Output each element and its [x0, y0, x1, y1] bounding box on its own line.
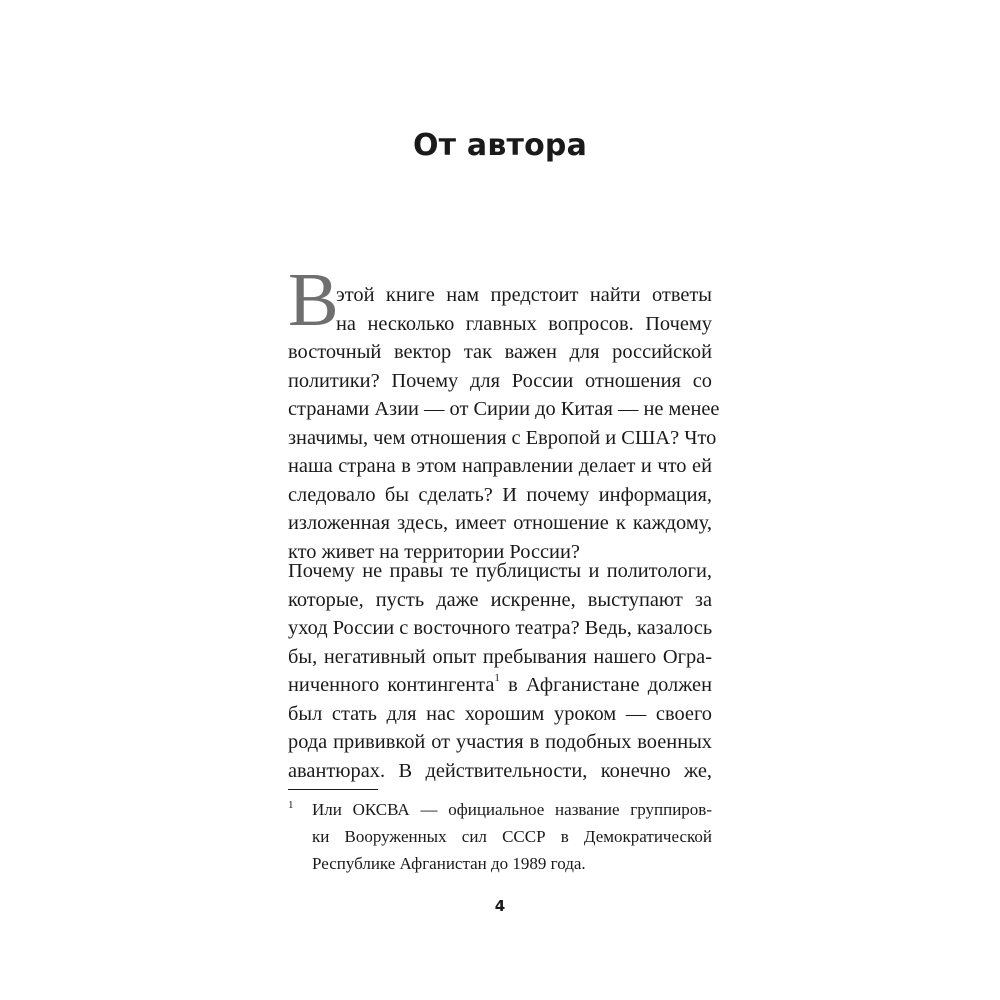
footnote-line: Республике Афганистан до 1989 года. — [312, 854, 586, 873]
paragraph-second — [288, 557, 712, 785]
footnote-reference[interactable]: 1 — [494, 672, 500, 684]
text-line: на несколько главных вопросов. Почему — [336, 312, 712, 335]
footnote-line: ки Вооруженных сил СССР в Демократической — [312, 827, 712, 846]
text-line: бы, негативный опыт пребывания нашего Огра- — [288, 645, 712, 668]
text-line: странами Азии — от Сирии до Китая — не менее — [288, 398, 720, 420]
drop-cap: В — [288, 258, 339, 342]
footnote-divider — [288, 789, 378, 790]
text-line: наша страна в этом направлении делает и что ей — [288, 455, 712, 477]
text-line: авантюрах. В действительности, конечно же, — [288, 759, 712, 782]
text-line: следовало бы сделать? И почему информация, — [288, 483, 712, 506]
text-line: был стать для нас хорошим уроком — своего — [288, 702, 712, 725]
footnote-number: 1 — [288, 799, 294, 811]
text-line: уход России с восточного театра? Ведь, казалось — [288, 617, 713, 639]
text-line: значимы, чем отношения с Европой и США? Что — [288, 426, 717, 449]
text-line: Почему не правы те публицисты и политологи, — [288, 560, 712, 582]
text-line-with-footnote — [288, 671, 712, 700]
text-fragment: в Афганистане должен — [508, 674, 712, 696]
text-line: которые, пусть даже искренне, выступают за — [288, 588, 712, 611]
paragraph-intro — [288, 281, 720, 566]
text-line: рода прививкой от участия в подобных военных — [288, 731, 712, 753]
text-line: изложенная здесь, имеет отношение к каждому, — [288, 512, 712, 534]
text-line: кто живет на территории России? — [288, 540, 580, 563]
text-line: этой книге нам предстоит найти ответы — [336, 284, 712, 306]
text-fragment: ниченного контингента — [288, 674, 495, 696]
chapter-title: От автора — [412, 128, 588, 163]
footnote-text — [312, 796, 712, 877]
text-line: политики? Почему для России отношения со — [288, 369, 712, 392]
footnote-line: Или ОКСВА — официальное название группиров- — [312, 800, 712, 819]
footnote — [288, 796, 712, 877]
page-number: 4 — [494, 897, 506, 915]
text-line: восточный вектор так важен для российской — [288, 341, 712, 363]
